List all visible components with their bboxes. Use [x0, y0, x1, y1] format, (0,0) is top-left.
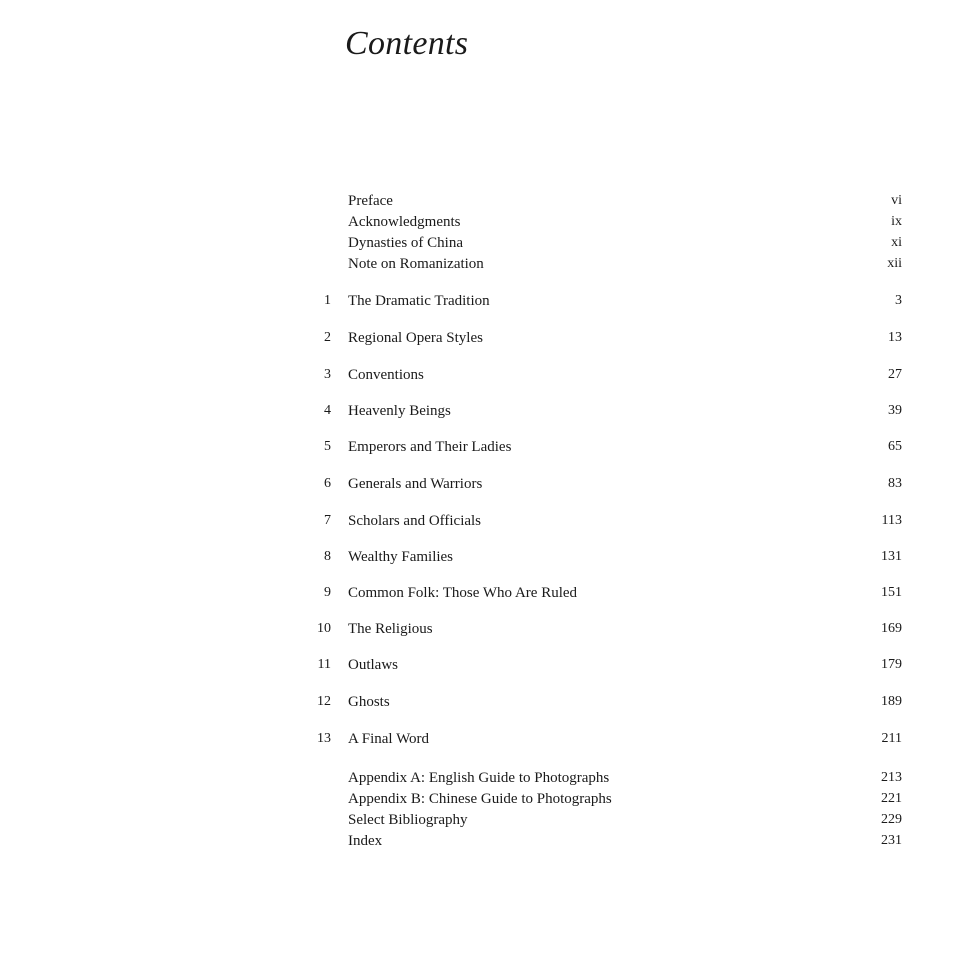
chapter-title: Ghosts: [348, 694, 390, 710]
chapter-page: 13: [888, 330, 902, 345]
chapter-page: 189: [881, 694, 902, 709]
toc-chapter-8: [300, 547, 902, 567]
chapter-page: 83: [888, 476, 902, 491]
chapter-number: 11: [317, 657, 331, 672]
toc-chapter-9: [300, 583, 902, 603]
chapter-title: A Final Word: [348, 731, 430, 747]
chapter-number: 1: [324, 293, 331, 308]
toc-entry-label: Index: [348, 833, 383, 849]
chapter-page: 131: [881, 549, 902, 564]
chapter-title: Wealthy Families: [348, 549, 454, 565]
toc-chapter-11: [300, 655, 902, 675]
page-title: Contents: [345, 25, 469, 62]
chapter-number: 9: [324, 585, 331, 600]
toc-entry-label: Dynasties of China: [348, 235, 463, 251]
toc-entry-label: Preface: [348, 193, 393, 209]
chapter-title: Generals and Warriors: [348, 476, 483, 492]
chapter-number: 5: [324, 439, 331, 454]
chapter-title: Scholars and Officials: [348, 513, 482, 529]
chapter-number: 12: [317, 694, 331, 709]
chapter-page: 3: [895, 293, 902, 308]
chapter-title: Conventions: [348, 367, 424, 383]
chapter-title: Outlaws: [348, 657, 398, 673]
toc-entry-page: ix: [891, 214, 902, 229]
toc-entry-label: Select Bibliography: [348, 812, 468, 828]
toc-entry-acknowledgments: [300, 212, 902, 232]
chapter-number: 3: [324, 367, 331, 382]
toc-chapter-6: [300, 474, 902, 494]
toc-chapter-13: [300, 729, 902, 749]
chapter-number: 13: [317, 731, 331, 746]
toc-chapter-5: [300, 437, 902, 457]
chapter-page: 179: [881, 657, 902, 672]
chapter-title: Heavenly Beings: [348, 403, 451, 419]
chapter-page: 169: [881, 621, 902, 636]
toc-entry-preface: [300, 191, 902, 211]
toc-entry-page: xi: [891, 235, 902, 250]
chapter-page: 27: [888, 367, 902, 382]
toc-entry-page: 229: [881, 812, 902, 827]
toc-chapter-12: [300, 692, 902, 712]
toc-entry-label: Acknowledgments: [348, 214, 461, 230]
toc-chapter-1: [300, 291, 902, 311]
chapter-number: 8: [324, 549, 331, 564]
chapter-page: 151: [881, 585, 902, 600]
chapter-number: 10: [317, 621, 331, 636]
toc-entry-page: 213: [881, 770, 902, 785]
chapter-page: 113: [881, 513, 902, 528]
chapter-number: 7: [324, 513, 331, 528]
chapter-number: 4: [324, 403, 331, 418]
toc-entry-page: 231: [881, 833, 902, 848]
toc-entry-appendix-b: [300, 789, 902, 809]
chapter-page: 39: [888, 403, 902, 418]
toc-entry-appendix-a: [300, 768, 902, 788]
chapter-title: The Religious: [348, 621, 433, 637]
toc-entry-label: Note on Romanization: [348, 256, 484, 272]
chapter-title: Regional Opera Styles: [348, 330, 483, 346]
toc-chapter-2: [300, 328, 902, 348]
toc-entry-dynasties: [300, 233, 902, 253]
chapter-title: The Dramatic Tradition: [348, 293, 490, 309]
chapter-page: 65: [888, 439, 902, 454]
toc-entry-romanization: [300, 254, 902, 274]
toc-entry-label: Appendix A: English Guide to Photographs: [348, 770, 610, 786]
toc-chapter-3: [300, 365, 902, 385]
toc-chapter-4: [300, 401, 902, 421]
toc-chapter-10: [300, 619, 902, 639]
toc-entry-page: 221: [881, 791, 902, 806]
chapter-number: 2: [324, 330, 331, 345]
toc-entry-index: [300, 831, 902, 851]
chapter-title: Common Folk: Those Who Are Ruled: [348, 585, 578, 601]
toc-entry-page: vi: [891, 193, 902, 208]
toc-chapter-7: [300, 511, 902, 531]
chapter-number: 6: [324, 476, 331, 491]
chapter-title: Emperors and Their Ladies: [348, 439, 512, 455]
toc-entry-label: Appendix B: Chinese Guide to Photographs: [348, 791, 612, 807]
chapter-page: 211: [881, 731, 902, 746]
toc-entry-page: xii: [887, 256, 902, 271]
toc-entry-bibliography: [300, 810, 902, 830]
